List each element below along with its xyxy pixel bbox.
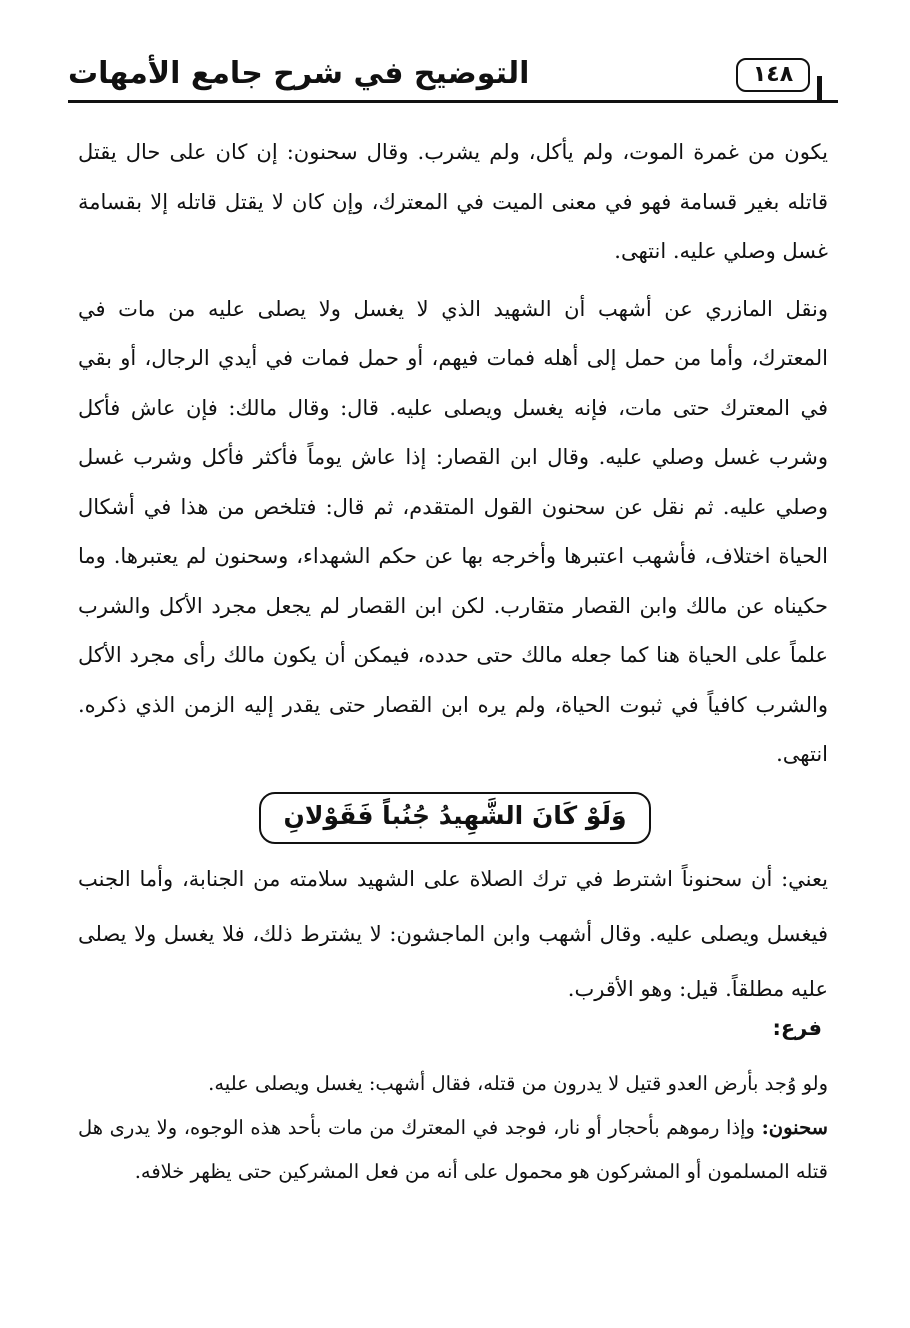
paragraph: يكون من غمرة الموت، ولم يأكل، ولم يشرب. وقال سحنون: إن كان على حال يقتل قاتله بغير قسامة فهو في معنى الميت في المعترك، وإن كان لا يقتل قاتله إلا بقسامة غسل وصلي عليه. انتهى. [78, 140, 828, 263]
quoted-text-wrapper [0, 792, 910, 844]
main-text-middle [78, 852, 828, 1017]
paragraph: ولو وُجد بأرض العدو قتيل لا يدرون من قتله، فقال أشهب: يغسل ويصلى عليه. [208, 1072, 828, 1095]
quoted-matn-box: وَلَوْ كَانَ الشَّهِيدُ جُنُباً فَقَوْلانِ [259, 792, 650, 844]
page-header [68, 52, 838, 104]
paragraph [78, 1106, 828, 1194]
main-text-bottom [78, 1062, 828, 1194]
paragraph: ونقل المازري عن أشهب أن الشهيد الذي لا يغسل ولا يصلى عليه من مات في المعترك، وأما من حمل إلى أهله فمات فيهم، أو حمل فمات في أيدي الرجال، أو بقي في المعترك حتى مات، فإنه يغسل ويصلى عليه. قال: وقال مالك: فإن عاش فأكل وشرب غسل وصلي عليه. وقال ابن القصار: إذا عاش يوماً فأكثر فأكل وشرب غسل وصلي عليه. ثم نقل عن سحنون القول المتقدم، ثم قال: فتلخص من هذا في أشكال الحياة اختلاف، فأشهب اعتبرها وأخرجه بها عن حكم الشهداء، وسحنون لم يعتبرها. وما حكيناه عن مالك وابن القصار متقارب. لكن ابن القصار لم يجعل مجرد الأكل والشرب علماً على الحياة هنا كما جعله مالك حتى حدده، فيمكن أن يكون مالك رأى مجرد الأكل والشرب كافياً في ثبوت الحياة، ولم يره ابن القصار حتى يقدر إليه الزمن الذي ذكره. انتهى. [78, 296, 828, 766]
running-title: التوضيح في شرح جامع الأمهات [68, 56, 530, 91]
header-rule [68, 100, 838, 103]
subheading: فرع: [772, 1016, 822, 1040]
main-text-top [78, 128, 828, 780]
page-number: ١٤٨ [736, 58, 810, 92]
paragraph: يعني: أن سحنوناً اشترط في ترك الصلاة على الشهيد سلامته من الجنابة، وأما الجنب فيغسل ويصلى عليه. وقال أشهب وابن الماجشون: لا يشترط ذلك، فلا يغسل ولا يصلى عليه مطلقاً. قيل: وهو الأقرب. [78, 867, 828, 1001]
paragraph-rest: وإذا رموهم بأحجار أو نار، فوجد في المعترك من مات بأحد هذه الوجوه، ولا يدرى هل قتله المسلمون أو المشركون هو محمول على أنه من فعل المشركين حتى يظهر خلافه. [78, 1116, 828, 1183]
bold-lead-name: سحنون: [761, 1116, 828, 1139]
